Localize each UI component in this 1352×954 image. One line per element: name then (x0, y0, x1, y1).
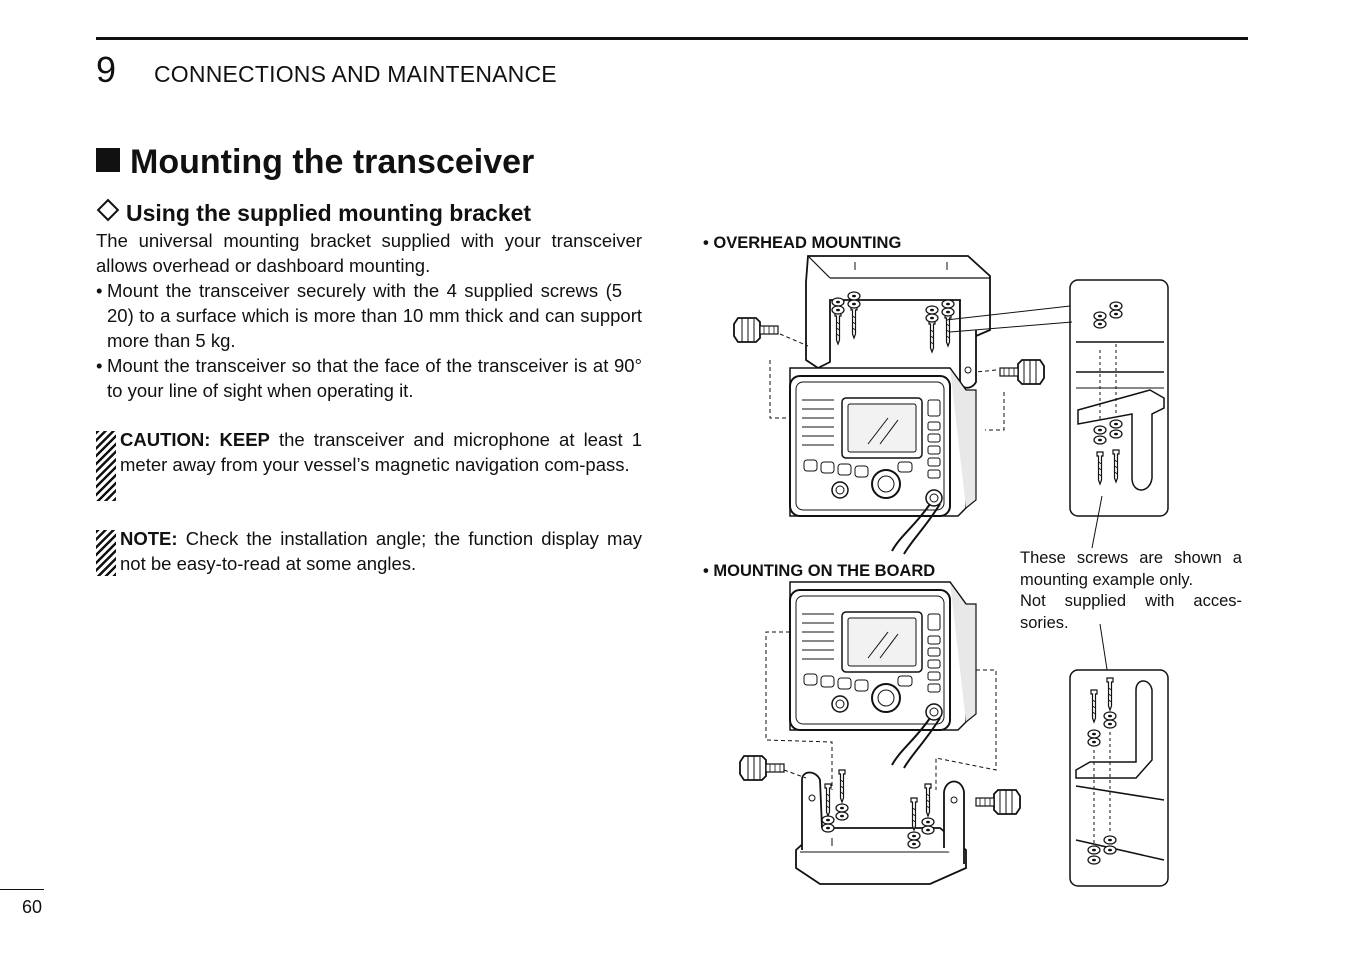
note-text: Check the installation angle; the function display may not be easy-to-read at some angles. (120, 528, 642, 574)
list-item-text: Mount the transceiver so that the face of the transceiver is at 90° to your line of sight when operating it. (107, 355, 642, 401)
screw-note-line: Not supplied with acces-sories. (1020, 592, 1242, 632)
overhead-mounting-label: • OVERHEAD MOUNTING (703, 234, 902, 252)
board-mounting-label: • MOUNTING ON THE BOARD (703, 562, 936, 580)
chapter-number: 9 (96, 49, 117, 90)
caution-label: CAUTION: KEEP (120, 429, 270, 450)
intro-paragraph: The universal mounting bracket supplied with your transceiver allows overhead or dashboard mounting. (96, 230, 642, 276)
subsection-title: Using the supplied mounting bracket (126, 200, 532, 226)
caution-text: the transceiver and microphone at least 1 meter away from your vessel’s magnetic navigation com-pass. (120, 429, 643, 475)
section-title: Mounting the transceiver (130, 143, 535, 181)
list-item-text: Mount the transceiver securely with the 4 supplied screws (5 20) to a surface which is more than 10 mm thick and can support more than 5 kg. (107, 280, 642, 351)
detail-inset-bottom (1070, 670, 1168, 886)
transceiver-top (790, 368, 976, 554)
note-label: NOTE: (120, 528, 178, 549)
detail-inset-top (1070, 280, 1168, 516)
page-number-rule (0, 889, 44, 890)
board-knobs (740, 756, 1020, 814)
screw-note-line: These screws are shown a mounting example only. (1020, 549, 1242, 589)
transceiver-bottom (790, 582, 976, 768)
overhead-screws (832, 292, 954, 352)
page-number: 60 (22, 897, 43, 917)
bullet-glyph: • (96, 355, 103, 376)
bullet-glyph: • (96, 280, 103, 301)
chapter-title: CONNECTIONS AND MAINTENANCE (154, 61, 557, 87)
